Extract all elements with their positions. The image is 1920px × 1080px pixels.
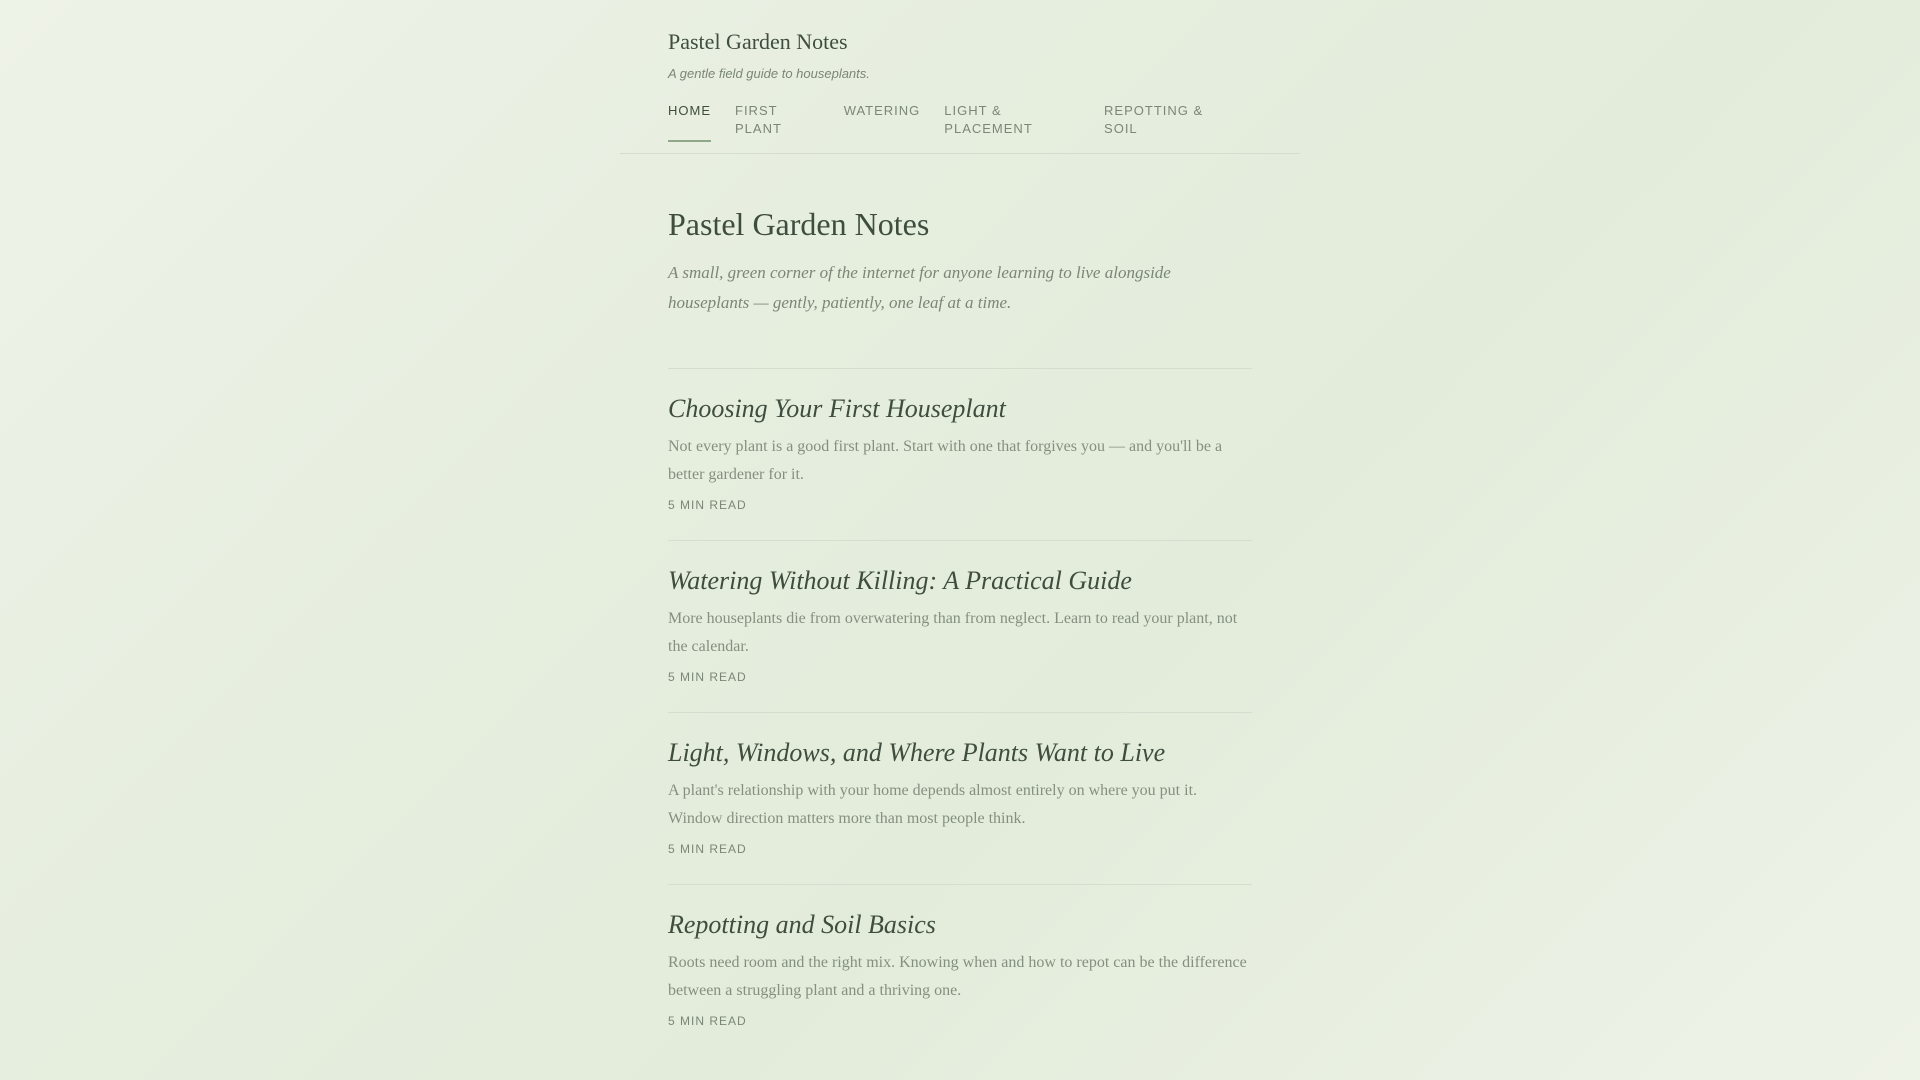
page-intro: A small, green corner of the internet for anyone learning to live alongside houseplants — gently, patiently, one leaf at a time. [668,263,1171,312]
post-title-link[interactable]: Watering Without Killing: A Practical Guide [668,566,1132,595]
main-content [620,154,1300,1056]
page-title: Pastel Garden Notes [668,206,930,242]
nav-item-first-plant[interactable]: FIRST PLANT [735,103,782,136]
post-title-link[interactable]: Choosing Your First Houseplant [668,394,1006,423]
post-read-time: 5 MIN READ [668,842,747,856]
post-title-link[interactable]: Repotting and Soil Basics [668,910,936,939]
post-title-link[interactable]: Light, Windows, and Where Plants Want to Live [668,738,1166,767]
post-list [668,368,1252,1056]
page [620,0,1300,1056]
post-excerpt: More houseplants die from overwatering than from neglect. Learn to read your plant, not the calendar. [668,610,1238,655]
site-tagline: A gentle field guide to houseplants. [668,66,870,81]
post-item [668,884,1252,1056]
post-read-time: 5 MIN READ [668,670,747,684]
post-item [668,540,1252,712]
main-nav [668,102,1252,142]
site-title[interactable]: Pastel Garden Notes [668,29,848,54]
post-item [668,712,1252,884]
nav-item-watering[interactable]: WATERING [843,103,921,118]
nav-item-home[interactable]: HOME [668,102,711,142]
post-excerpt: A plant's relationship with your home depends almost entirely on where you put it. Window direction matters more than most people think. [668,782,1198,827]
nav-item-light-placement[interactable]: LIGHT & PLACEMENT [944,103,1033,136]
post-item [668,368,1252,540]
post-excerpt: Roots need room and the right mix. Knowing when and how to repot can be the difference between a struggling plant and a thriving one. [668,954,1247,999]
post-read-time: 5 MIN READ [668,498,747,512]
site-header [620,0,1300,154]
post-read-time: 5 MIN READ [668,1014,747,1028]
nav-item-repotting-soil[interactable]: REPOTTING & SOIL [1104,103,1204,136]
post-excerpt: Not every plant is a good first plant. Start with one that forgives you — and you'll be a better gardener for it. [668,438,1223,483]
